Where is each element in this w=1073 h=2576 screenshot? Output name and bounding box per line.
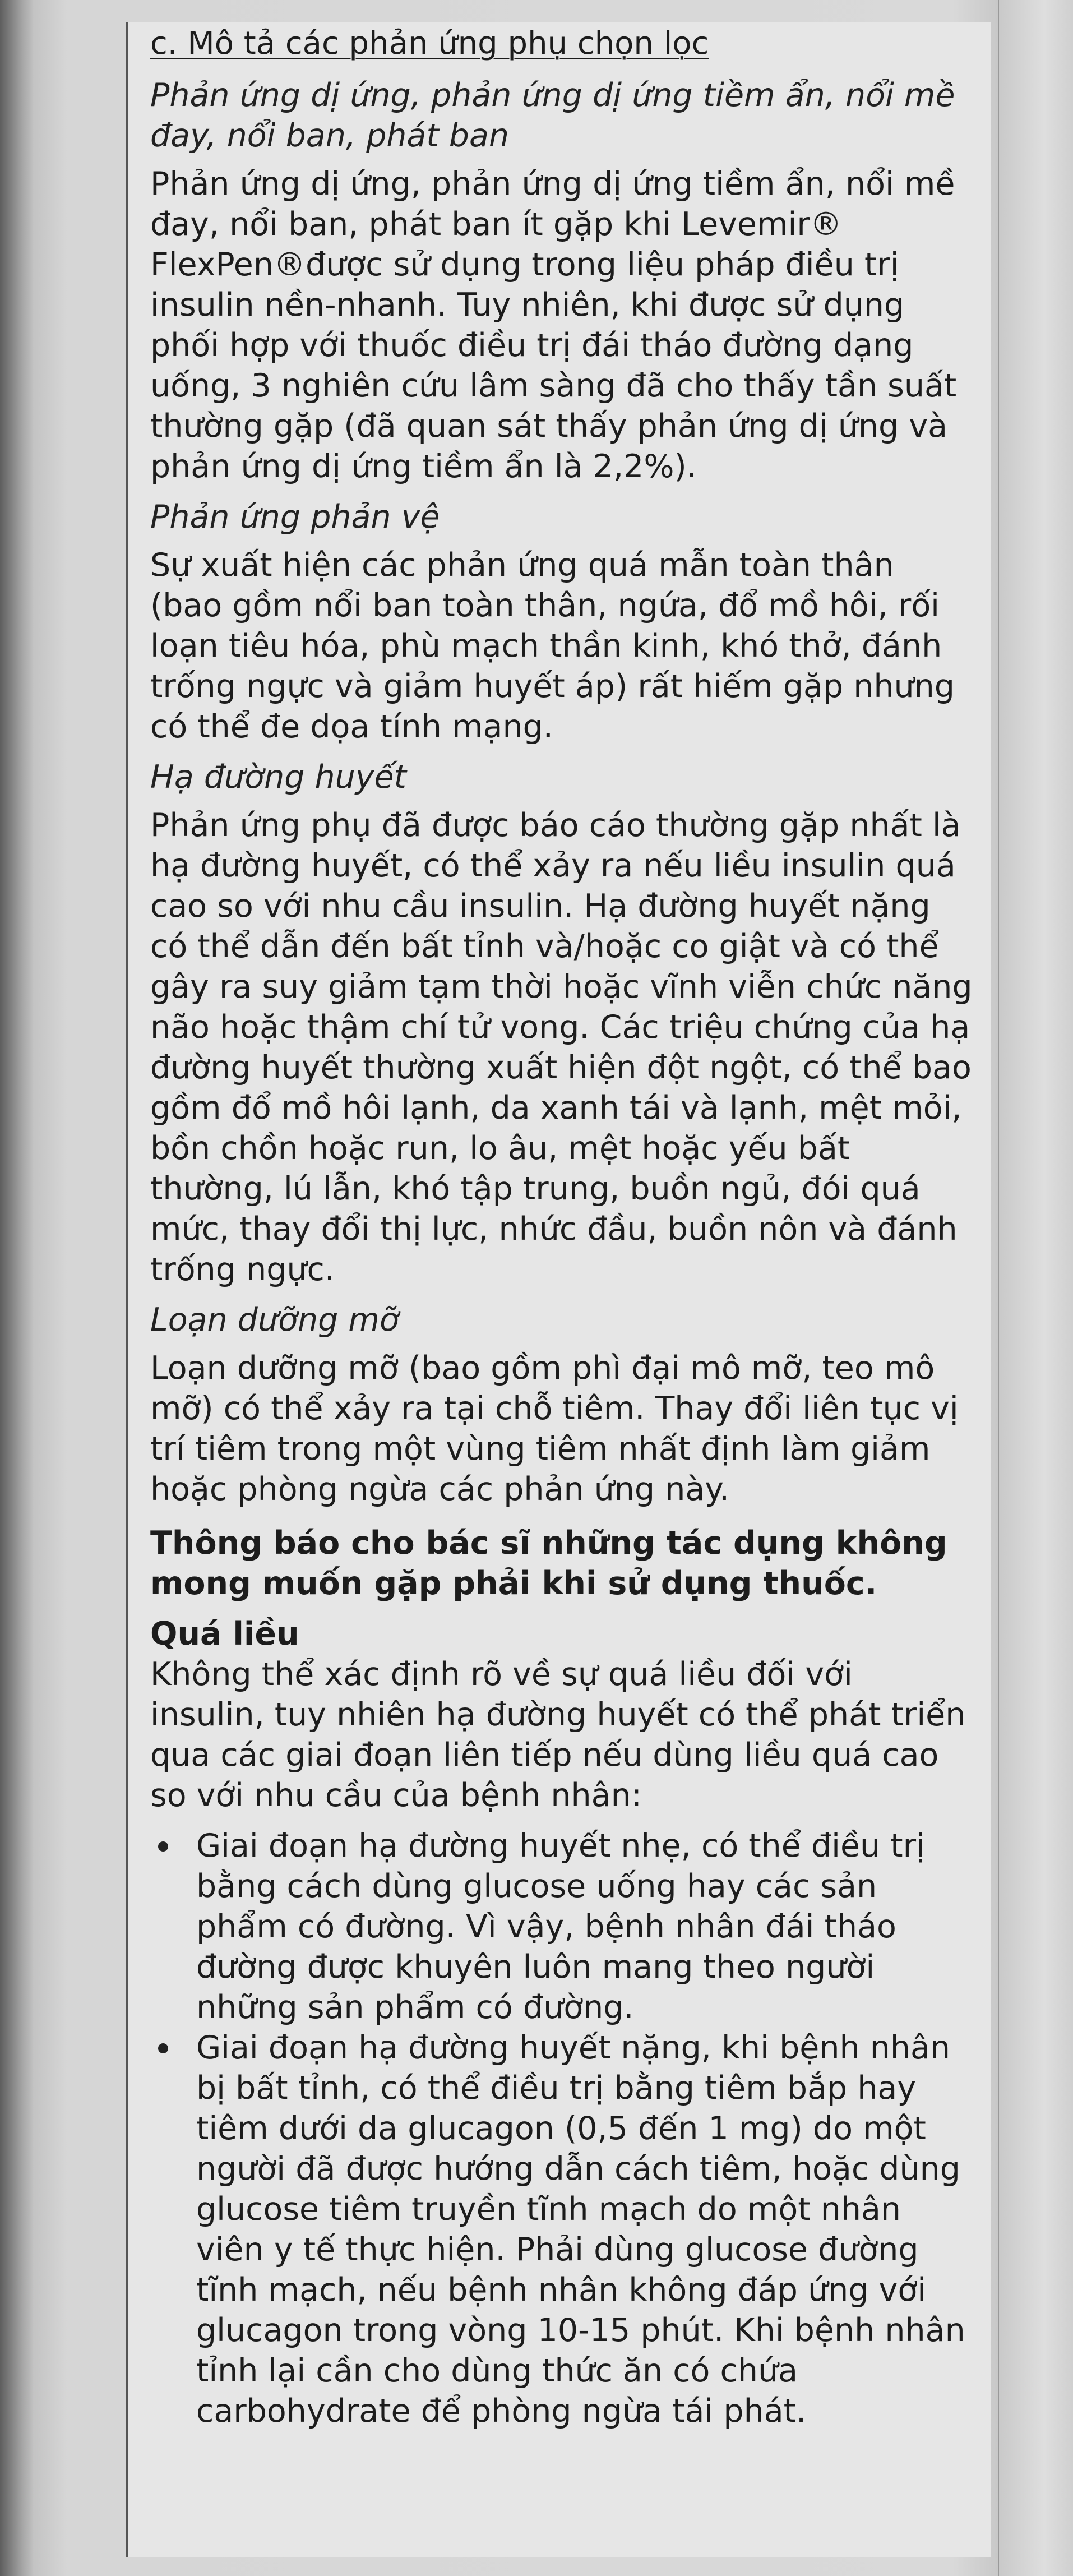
anaphylaxis-body: Sự xuất hiện các phản ứng quá mẫn toàn thân (bao gồm nổi ban toàn thân, ngứa, đổ mồ hôi, rối loạn tiêu hóa, phù mạch thần kinh, khó thở, đánh trống ngực và giảm huyết áp) rất hiếm gặp nhưng có thể đe dọa tính mạng. [150, 547, 955, 745]
overdose-title: Quá liều [150, 1615, 299, 1652]
lipodystrophy-title: Loạn dưỡng mỡ [150, 1301, 399, 1338]
left-page-edge [0, 0, 34, 2576]
allergy-body: Phản ứng dị ứng, phản ứng dị ứng tiềm ẩn, nổi mề đay, nổi ban, phát ban ít gặp khi Levemir® FlexPen®được sử dụng trong liệu pháp điều trị insulin nền-nhanh. Tuy nhiên, khi được sử dụng phối hợp với thuốc điều trị đái tháo đường dạng uống, 3 nghiên cứu lâm sàng đã cho thấy tần suất thường gặp (đã quan sát thấy phản ứng dị ứng và phản ứng dị ứng tiềm ẩn là 2,2%). [150, 165, 957, 485]
overdose-intro: Không thể xác định rõ về sự quá liều đối với insulin, tuy nhiên hạ đường huyết có thể phát triển qua các giai đoạn liên tiếp nếu dùng liều quá cao so với nhu cầu của bệnh nhân: [150, 1656, 966, 1814]
lipodystrophy-body: Loạn dưỡng mỡ (bao gồm phì đại mô mỡ, teo mô mỡ) có thể xảy ra tại chỗ tiêm. Thay đổi liên tục vị trí tiêm trong một vùng tiêm nhất định làm giảm hoặc phòng ngừa các phản ứng này. [150, 1350, 959, 1508]
section-heading: c. Mô tả các phản ứng phụ chọn lọc [150, 25, 709, 62]
list-item [150, 1826, 974, 2028]
doctor-notice: Thông báo cho bác sĩ những tác dụng không mong muốn gặp phải khi sử dụng thuốc. [150, 1525, 947, 1602]
leaflet-page [126, 22, 991, 2557]
bullet-icon [158, 1841, 168, 1852]
overdose-bullet-list [150, 1826, 974, 2431]
bullet-icon [158, 2043, 168, 2053]
allergy-title: Phản ứng dị ứng, phản ứng dị ứng tiềm ẩn, nổi mề đay, nổi ban, phát ban [150, 77, 955, 154]
adjacent-page-strip [998, 0, 1073, 2576]
hypoglycemia-body: Phản ứng phụ đã được báo cáo thường gặp nhất là hạ đường huyết, có thể xảy ra nếu liều insulin quá cao so với nhu cầu insulin. Hạ đường huyết nặng có thể dẫn đến bất tỉnh và/hoặc co giật và có thể gây ra suy giảm tạm thời hoặc vĩnh viễn chức năng não hoặc thậm chí tử vong. Các triệu chứng của hạ đường huyết thường xuất hiện đột ngột, có thể bao gồm đổ mồ hôi lạnh, da xanh tái và lạnh, mệt mỏi, bồn chồn hoặc run, lo âu, mệt hoặc yếu bất thường, lú lẫn, khó tập trung, buồn ngủ, đói quá mức, thay đổi thị lực, nhức đầu, buồn nôn và đánh trống ngực. [150, 807, 973, 1288]
bullet-text: Giai đoạn hạ đường huyết nặng, khi bệnh nhân bị bất tỉnh, có thể điều trị bằng tiêm bắp hay tiêm dưới da glucagon (0,5 đến 1 mg) do một người đã được hướng dẫn cách tiêm, hoặc dùng glucose tiêm truyền tĩnh mạch do một nhân viên y tế thực hiện. Phải dùng glucose đường tĩnh mạch, nếu bệnh nhân không đáp ứng với glucagon trong vòng 10-15 phút. Khi bệnh nhân tỉnh lại cần cho dùng thức ăn có chứa carbohydrate để phòng ngừa tái phát. [196, 2029, 965, 2430]
hypoglycemia-title: Hạ đường huyết [150, 759, 406, 796]
bullet-text: Giai đoạn hạ đường huyết nhẹ, có thể điều trị bằng cách dùng glucose uống hay các sản phẩm có đường. Vì vậy, bệnh nhân đái tháo đường được khuyên luôn mang theo người những sản phẩm có đường. [196, 1827, 925, 2026]
leaflet-content [150, 22, 974, 2431]
anaphylaxis-title: Phản ứng phản vệ [150, 498, 440, 535]
list-item [150, 2028, 974, 2431]
